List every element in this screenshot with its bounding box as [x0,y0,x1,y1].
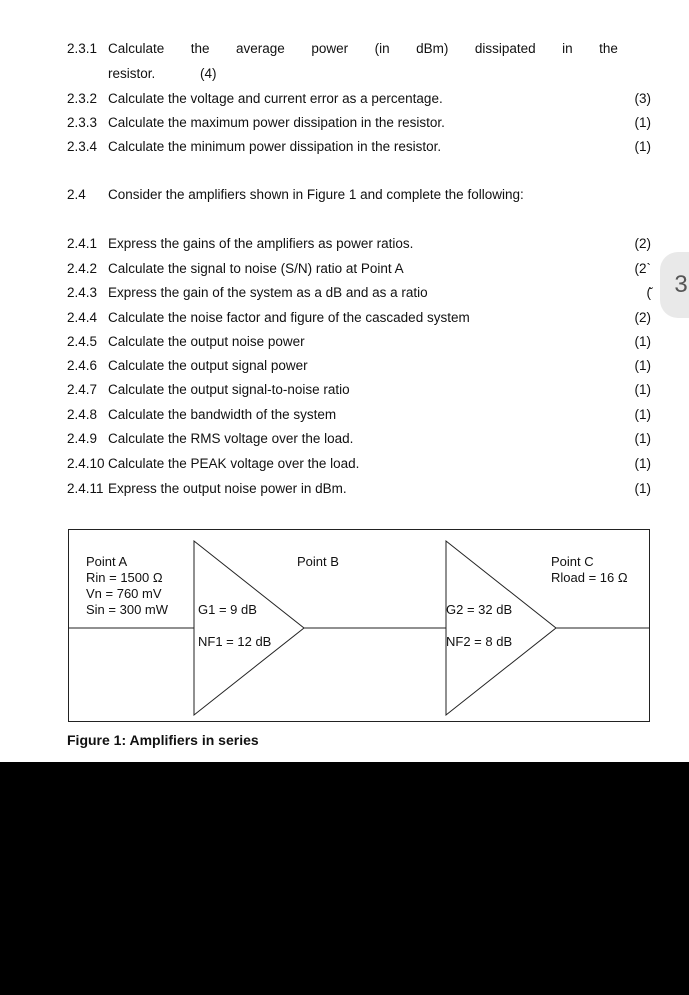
question-text: Calculate the signal to noise (S/N) ratio at Point A [108,261,404,276]
point-a-label: Point A [86,554,128,569]
question-marks: (1) [634,431,651,446]
amplifier-1-gain: G1 = 9 dB [198,602,257,617]
amplifier-2-gain: G2 = 32 dB [446,602,513,617]
section-text: Consider the amplifiers shown in Figure 1 and complete the following: [108,187,524,202]
question-marks: (2` [634,261,651,276]
question-marks: (1) [634,382,651,397]
point-a-vn: Vn = 760 mV [86,586,162,601]
question-marks: (4) [200,66,217,81]
question-text: Calculate the output noise power [108,334,305,349]
question-marks: (1) [634,139,651,154]
question-number: 2.4.4 [67,310,98,325]
question-text: Express the output noise power in dBm. [108,481,347,496]
question-number: 2.4.10 [67,456,105,471]
question-number: 2.4.11 [67,481,104,496]
side-page-tab-label: 3 [674,271,688,298]
point-a-rin: Rin = 1500 Ω [86,570,163,585]
question-marks: (2) [634,236,651,251]
question-marks: (̆ [646,285,651,300]
question-text: Calculate the noise factor and figure of the cascaded system [108,310,470,325]
point-c-rload: Rload = 16 Ω [551,570,628,585]
question-number: 2.4.8 [67,407,98,422]
question-number: 2.4.7 [67,382,98,397]
question-number: 2.3.3 [67,115,98,130]
question-marks: (1) [634,407,651,422]
question-number: 2.4.2 [67,261,98,276]
amplifier-1-triangle [194,541,304,715]
question-number: 2.4.6 [67,358,98,373]
question-number: 2.4.9 [67,431,98,446]
amplifier-diagram [68,529,650,722]
question-marks: (1) [634,456,651,471]
question-text: Calculate the output signal power [108,358,308,373]
question-text: Calculate the minimum power dissipation in the resistor. [108,139,442,154]
question-number: 2.3.4 [67,139,98,154]
question-marks: (1) [634,115,651,130]
amplifier-2-triangle [446,541,556,715]
question-marks: (1) [634,358,651,373]
question-text: Calculate the bandwidth of the system [108,407,337,422]
question-text: Calculate the maximum power dissipation in the resistor. [108,115,445,130]
question-text: Calculate the output signal-to-noise ratio [108,382,350,397]
question-number: 2.4.5 [67,334,98,349]
question-text: Calculate the PEAK voltage over the load. [108,456,360,471]
question-text-continuation: resistor. [108,66,156,81]
question-number: 2.3.1 [67,41,98,56]
section-number: 2.4 [67,187,86,202]
question-marks: (1) [634,481,651,496]
amplifier-2-noise-figure: NF2 = 8 dB [446,634,513,649]
question-text: Calculate the average power (in dBm) dissipated in the [108,41,618,56]
point-a-sin: Sin = 300 mW [86,602,169,617]
question-marks: (1) [634,334,651,349]
amplifier-1-noise-figure: NF1 = 12 dB [198,634,272,649]
question-text: Calculate the voltage and current error as a percentage. [108,91,443,106]
point-b-label: Point B [297,554,339,569]
question-marks: (3) [634,91,651,106]
question-text: Express the gains of the amplifiers as power ratios. [108,236,414,251]
point-c-label: Point C [551,554,594,569]
question-number: 2.4.3 [67,285,98,300]
figure-caption: Figure 1: Amplifiers in series [67,732,259,748]
question-text: Calculate the RMS voltage over the load. [108,431,354,446]
question-marks: (2) [634,310,651,325]
question-number: 2.3.2 [67,91,98,106]
question-text: Express the gain of the system as a dB and as a ratio [108,285,428,300]
question-number: 2.4.1 [67,236,98,251]
side-page-tab[interactable] [660,252,689,318]
